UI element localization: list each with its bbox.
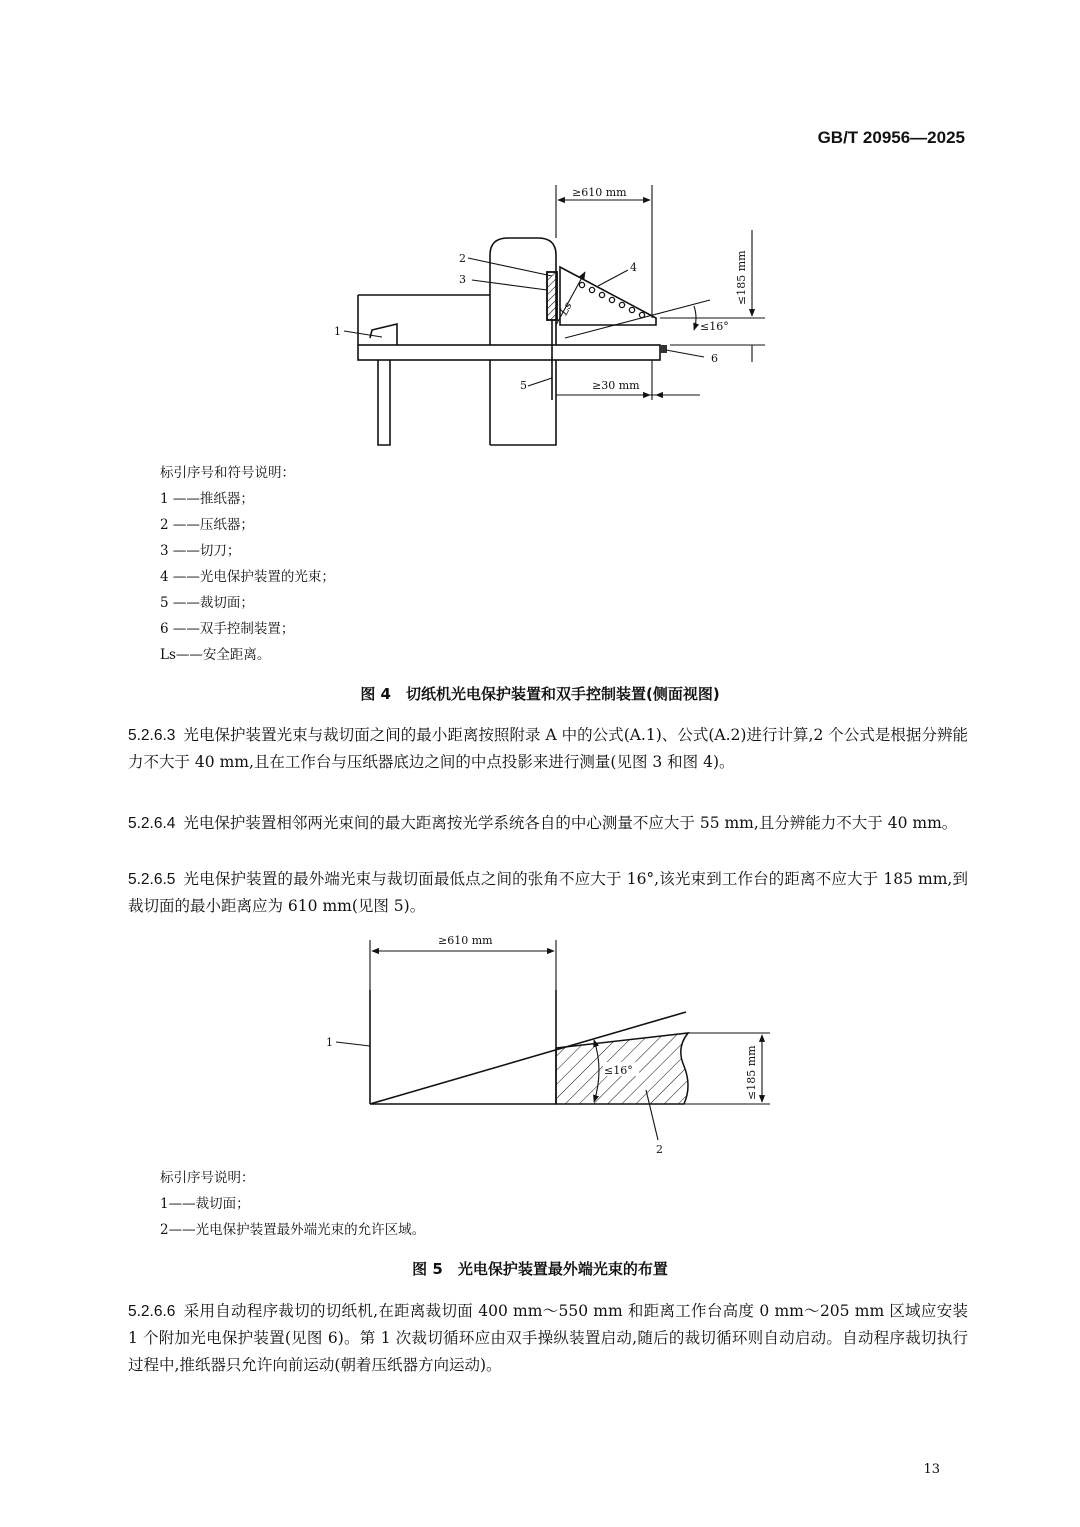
clause-text: 光电保护装置相邻两光束间的最大距离按光学系统各自的中心测量不应大于 55 mm,且分辨能力不大于 40 mm。 <box>183 814 958 832</box>
fig4-label-1: 1 <box>334 325 341 338</box>
fig5-label-1: 1 <box>326 1036 333 1049</box>
fig4-legend-item: Ls——安全距离。 <box>160 647 271 663</box>
fig4-dim-width: ≥610 mm <box>572 186 627 199</box>
clause-5-2-6-4 <box>128 810 968 837</box>
fig5-dim-angle: ≤16° <box>604 1064 633 1077</box>
clause-number: 5.2.6.4 <box>128 815 176 832</box>
clause-number: 5.2.6.5 <box>128 871 176 888</box>
fig4-dim-height: ≤185 mm <box>735 250 748 305</box>
fig4-legend-item: 4 ——光电保护装置的光束； <box>160 569 335 585</box>
clause-5-2-6-3 <box>128 722 968 776</box>
figure-4-drawing <box>0 0 1080 460</box>
fig4-label-3: 3 <box>459 273 466 286</box>
figure-5-drawing <box>0 920 1080 1160</box>
standard-code: GB/T 20956—2025 <box>817 128 965 147</box>
fig4-legend-item: 5 ——裁切面； <box>160 595 254 611</box>
clause-5-2-6-5 <box>128 866 968 920</box>
clause-number: 5.2.6.3 <box>128 727 176 744</box>
fig4-label-5: 5 <box>520 379 527 392</box>
fig5-legend-item: 2——光电保护装置最外端光束的允许区域。 <box>160 1222 426 1238</box>
figure-5-caption: 图 5 光电保护装置最外端光束的布置 <box>412 1260 668 1278</box>
cutter-machine-outline <box>358 238 660 445</box>
page-number: 13 <box>923 1462 940 1477</box>
fig5-legend-title: 标引序号说明： <box>160 1170 255 1186</box>
clause-5-2-6-6 <box>128 1298 968 1379</box>
fig5-legend-item: 1——裁切面； <box>160 1196 250 1212</box>
fig4-label-2: 2 <box>459 252 466 265</box>
fig5-dim-width: ≥610 mm <box>438 934 493 947</box>
fig4-legend-item: 2 ——压纸器； <box>160 517 254 533</box>
clause-text: 光电保护装置光束与裁切面之间的最小距离按照附录 A 中的公式(A.1)、公式(A.2)进行计算,2 个公式是根据分辨能力不大于 40 mm,且在工作台与压纸器底边之间的中点投影来进行测量(见图 3 和图 4)。 <box>128 726 968 771</box>
fig4-legend-item: 6 ——双手控制装置； <box>160 621 295 637</box>
fig4-legend-item: 1 ——推纸器； <box>160 491 254 507</box>
fig4-label-4: 4 <box>630 261 637 274</box>
clause-text: 光电保护装置的最外端光束与裁切面最低点之间的张角不应大于 16°,该光束到工作台的距离不应大于 185 mm,到裁切面的最小距离应为 610 mm(见图 5)。 <box>128 870 968 915</box>
fig4-legend-title: 标引序号和符号说明： <box>160 465 295 481</box>
light-beam-dots <box>579 282 644 317</box>
two-hand-control <box>660 345 667 353</box>
fig4-dim-gap: ≥30 mm <box>592 379 640 392</box>
fig4-label-6: 6 <box>711 352 718 365</box>
clause-text: 采用自动程序裁切的切纸机,在距离裁切面 400 mm～550 mm 和距离工作台高度 0 mm～205 mm 区域应安装 1 个附加光电保护装置(见图 6)。第 1 次裁切循环应由双手操纵装置启动,随后的裁切循环则自动启动。自动程序裁切执行过程中,推纸器只允许向前运动(朝着压纸器方向运动)。 <box>128 1302 968 1374</box>
clause-number: 5.2.6.6 <box>128 1303 176 1320</box>
fig4-dim-angle: ≤16° <box>700 320 729 333</box>
figure-4-caption: 图 4 切纸机光电保护装置和双手控制装置(侧面视图) <box>360 685 720 703</box>
fig5-dim-height: ≤185 mm <box>745 1045 758 1100</box>
fig4-dim-ls: Ls <box>557 299 575 318</box>
fig5-label-2: 2 <box>656 1143 663 1156</box>
fig5-dimension-lines <box>336 940 770 1140</box>
fig4-legend-item: 3 ——切刀； <box>160 543 241 559</box>
